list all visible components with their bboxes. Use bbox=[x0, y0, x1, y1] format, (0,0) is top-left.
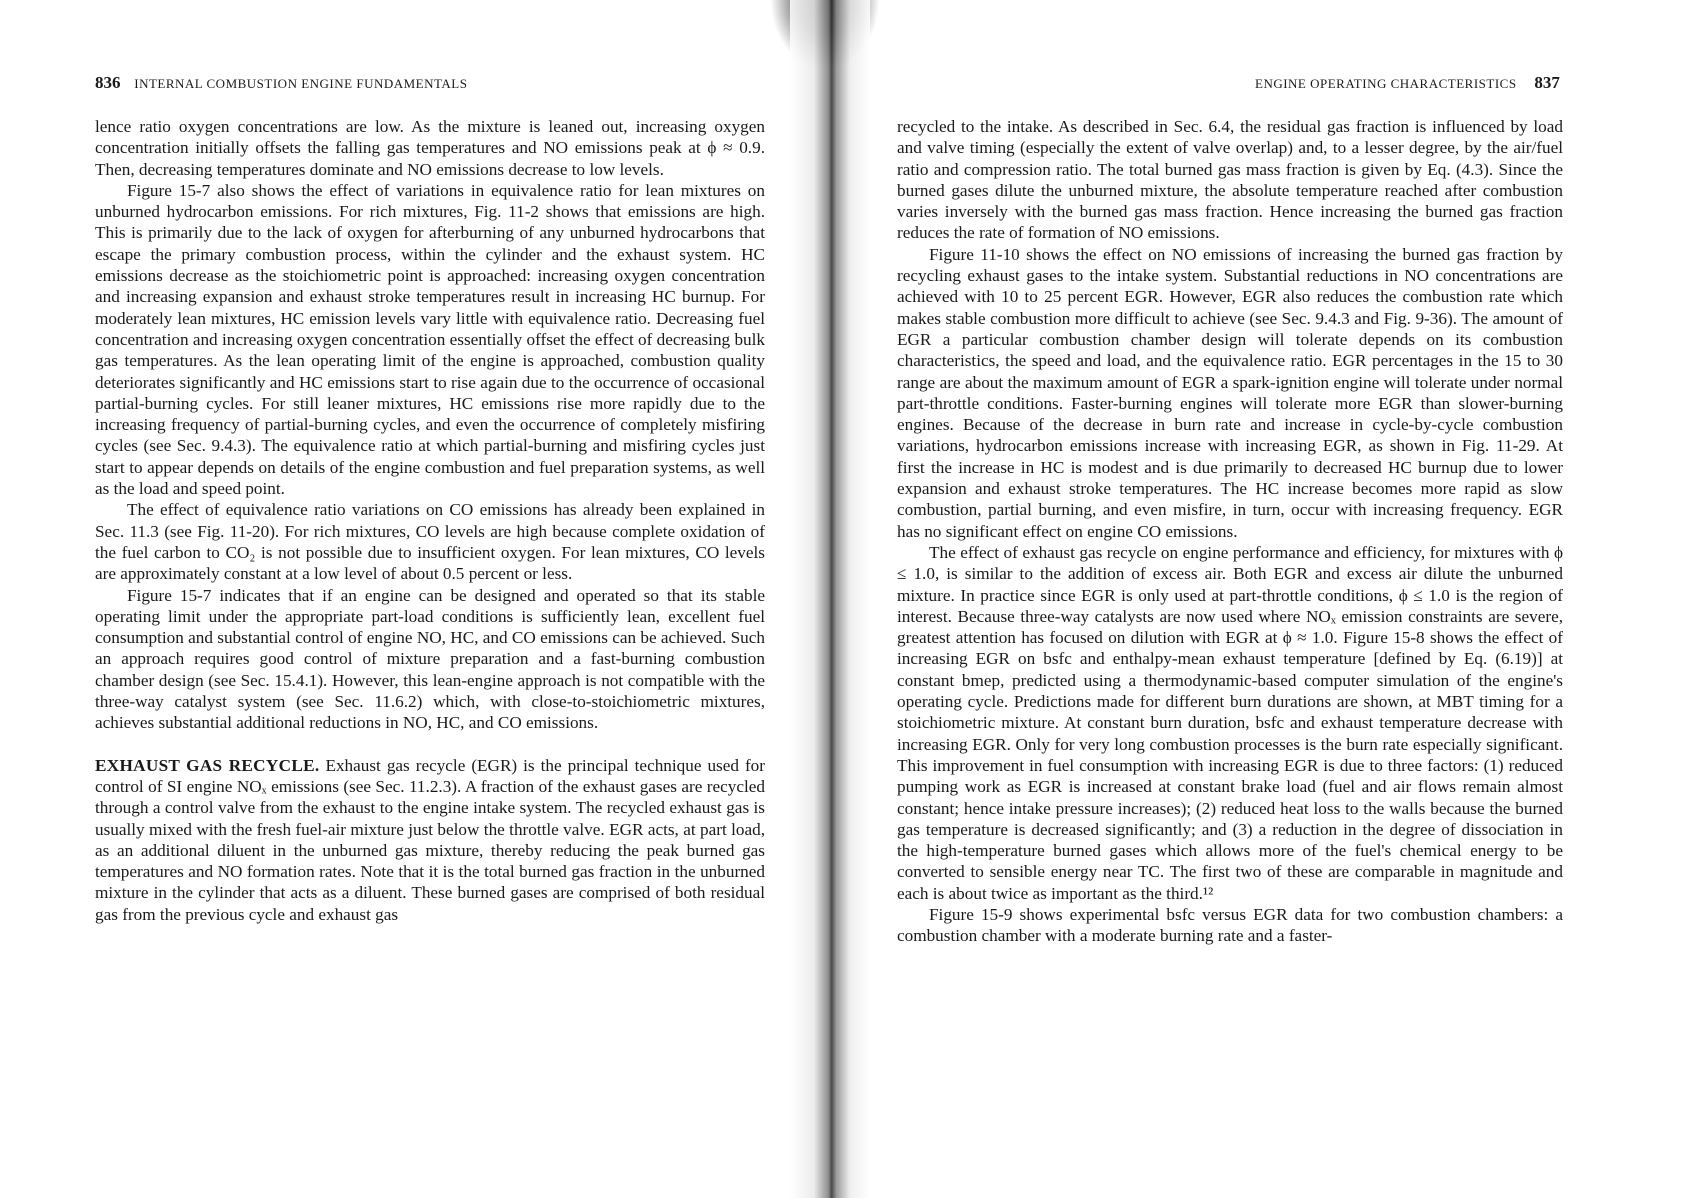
right-paragraph-3: The effect of exhaust gas recycle on engine performance and efficiency, for mixtures with ϕ ≤ 1.0, is similar to the addition of excess air. Both EGR and excess air dilute the unburned mixture. In practice since EGR is only used at part-throttle conditions, ϕ ≤ 1.0 is the region of interest. Because three-way catalysts are now used where NOₓ emission constraints are severe, greatest attention has focused on dilution with EGR at ϕ ≈ 1.0. Figure 15-8 shows the effect of increasing EGR on bsfc and enthalpy-mean exhaust temperature [defined by Eq. (6.19)] at constant bmep, predicted using a thermodynamic-based computer simulation of the engine's operating cycle. Predictions made for different burn durations are shown, at MBT timing for a stoichiometric mixture. At constant burn duration, bsfc and exhaust temperature decrease with increasing EGR. Only for very long combustion processes is the burn rate especially significant. This improvement in fuel consumption with increasing EGR is due to three factors: (1) reduced pumping work as EGR is increased at constant brake load (fuel and air flows remain almost constant; hence intake pressure increases); (2) reduced heat loss to the walls because the burned gas temperature is decreased significantly; and (3) a reduction in the degree of dissociation in the high-temperature burned gases which allows more of the fuel's chemical energy to be converted to sensible energy near TC. The first two of these are comparable in magnitude and each is about twice as important as the third.¹² bbox=[897, 542, 1563, 903]
left-running-head bbox=[95, 73, 467, 93]
left-page-number: 836 bbox=[95, 73, 121, 92]
section-gap bbox=[95, 734, 765, 755]
left-paragraph-2: Figure 15-7 also shows the effect of variations in equivalence ratio for lean mixtures on unburned hydrocarbon emissions. For rich mixtures, Fig. 11-2 shows that emissions are high. This is primarily due to the lack of oxygen for afterburning of any unburned hydrocarbons that escape the primary combustion process, within the cylinder and the exhaust system. HC emissions decrease as the stoichiometric point is approached: increasing oxygen concentration and increasing expansion and exhaust stroke temperatures result in increasing HC burnup. For moderately lean mixtures, HC emission levels vary little with equivalence ratio. Decreasing fuel concentration and increasing oxygen concentration essentially offset the effect of decreasing bulk gas temperatures. As the lean operating limit of the engine is approached, combustion quality deteriorates significantly and HC emissions start to rise again due to the occurrence of occasional partial-burning cycles. For still leaner mixtures, HC emissions rise more rapidly due to the increasing frequency of partial-burning cycles, and even the occurrence of completely misfiring cycles (see Sec. 9.4.3). The equivalence ratio at which partial-burning and misfiring cycles just start to appear depends on details of the engine combustion and fuel preparation systems, as well as the load and speed point. bbox=[95, 180, 765, 499]
right-paragraph-1: recycled to the intake. As described in Sec. 6.4, the residual gas fraction is influenced by load and valve timing (especially the extent of valve overlap) and, to a lesser degree, by the air/fuel ratio and compression ratio. The total burned gas mass fraction is given by Eq. (4.3). Since the burned gases dilute the unburned mixture, the absolute temperature reached after combustion varies inversely with the burned gas mass fraction. Hence increasing the burned gas fraction reduces the rate of formation of NO emissions. bbox=[897, 117, 1563, 243]
egr-section bbox=[95, 755, 765, 925]
egr-section-text: Exhaust gas recycle (EGR) is the principal technique used for control of SI engine NOₓ emissions (see Sec. 11.2.3). A fraction of the exhaust gases are recycled through a control valve from the exhaust to the engine intake system. The recycled exhaust gas is usually mixed with the fresh fuel-air mixture just below the throttle valve. EGR acts, at part load, as an additional diluent in the unburned gas mixture, thereby reducing the peak burned gas temperatures and NO formation rates. Note that it is the total burned gas fraction in the unburned mixture in the cylinder that acts as a diluent. These burned gases are comprised of both residual gas from the previous cycle and exhaust gas bbox=[95, 755, 766, 924]
left-paragraph-3: The effect of equivalence ratio variations on CO emissions has already been explained in Sec. 11.3 (see Fig. 11-20). For rich mixtures, CO levels are high because complete oxidation of the fuel carbon to CO₂ is not possible due to insufficient oxygen. For lean mixtures, CO levels are approximately constant at a low level of about 0.5 percent or less. bbox=[95, 500, 765, 584]
right-text-block bbox=[897, 116, 1563, 947]
right-running-head bbox=[1255, 73, 1560, 93]
right-paragraph-4: Figure 15-9 shows experimental bsfc versus EGR data for two combustion chambers: a combustion chamber with a moderate burning rate and a faster- bbox=[897, 904, 1563, 946]
left-paragraph-1: lence ratio oxygen concentrations are low. As the mixture is leaned out, increasing oxygen concentration initially offsets the falling gas temperatures and NO emissions peak at ϕ ≈ 0.9. Then, decreasing temperatures dominate and NO emissions decrease to low levels. bbox=[95, 117, 765, 179]
right-paragraph-2: Figure 11-10 shows the effect on NO emissions of increasing the burned gas fraction by recycling exhaust gases to the intake system. Substantial reductions in NO concentrations are achieved with 10 to 25 percent EGR. However, EGR also reduces the combustion rate which makes stable combustion more difficult to achieve (see Sec. 9.4.3 and Fig. 9-36). The amount of EGR a particular combustion chamber design will tolerate depends on its combustion characteristics, the speed and load, and the equivalence ratio. EGR percentages in the 15 to 30 range are about the maximum amount of EGR a spark-ignition engine will tolerate under normal part-throttle conditions. Faster-burning engines will tolerate more EGR than slower-burning engines. Because of the decrease in burn rate and increase in cycle-by-cycle combustion variations, hydrocarbon emissions increase with increasing EGR, as shown in Fig. 11-29. At first the increase in HC is modest and is due primarily to decreased HC burnup due to lower expansion and exhaust stroke temperatures. The HC increase becomes more rapid as slow combustion, partial burning, and even misfire, in turn, occur with increasing frequency. EGR has no significant effect on engine CO emissions. bbox=[897, 244, 1563, 541]
left-running-head-title: INTERNAL COMBUSTION ENGINE FUNDAMENTALS bbox=[134, 76, 468, 91]
left-page bbox=[0, 0, 830, 1198]
left-paragraph-4: Figure 15-7 indicates that if an engine can be designed and operated so that its stable operating limit under the appropriate part-load conditions is sufficiently lean, excellent fuel consumption and substantial control of engine NO, HC, and CO emissions can be achieved. Such an approach requires good control of mixture preparation and a fast-burning combustion chamber design (see Sec. 15.4.1). However, this lean-engine approach is not compatible with the three-way catalyst system (see Sec. 11.6.2) which, with close-to-stoichiometric mixtures, achieves substantial additional reductions in NO, HC, and CO emissions. bbox=[95, 585, 765, 733]
egr-section-heading: EXHAUST GAS RECYCLE. bbox=[95, 755, 320, 775]
right-running-head-title: ENGINE OPERATING CHARACTERISTICS bbox=[1255, 76, 1517, 91]
left-text-block bbox=[95, 116, 765, 925]
right-page-number: 837 bbox=[1534, 73, 1560, 92]
